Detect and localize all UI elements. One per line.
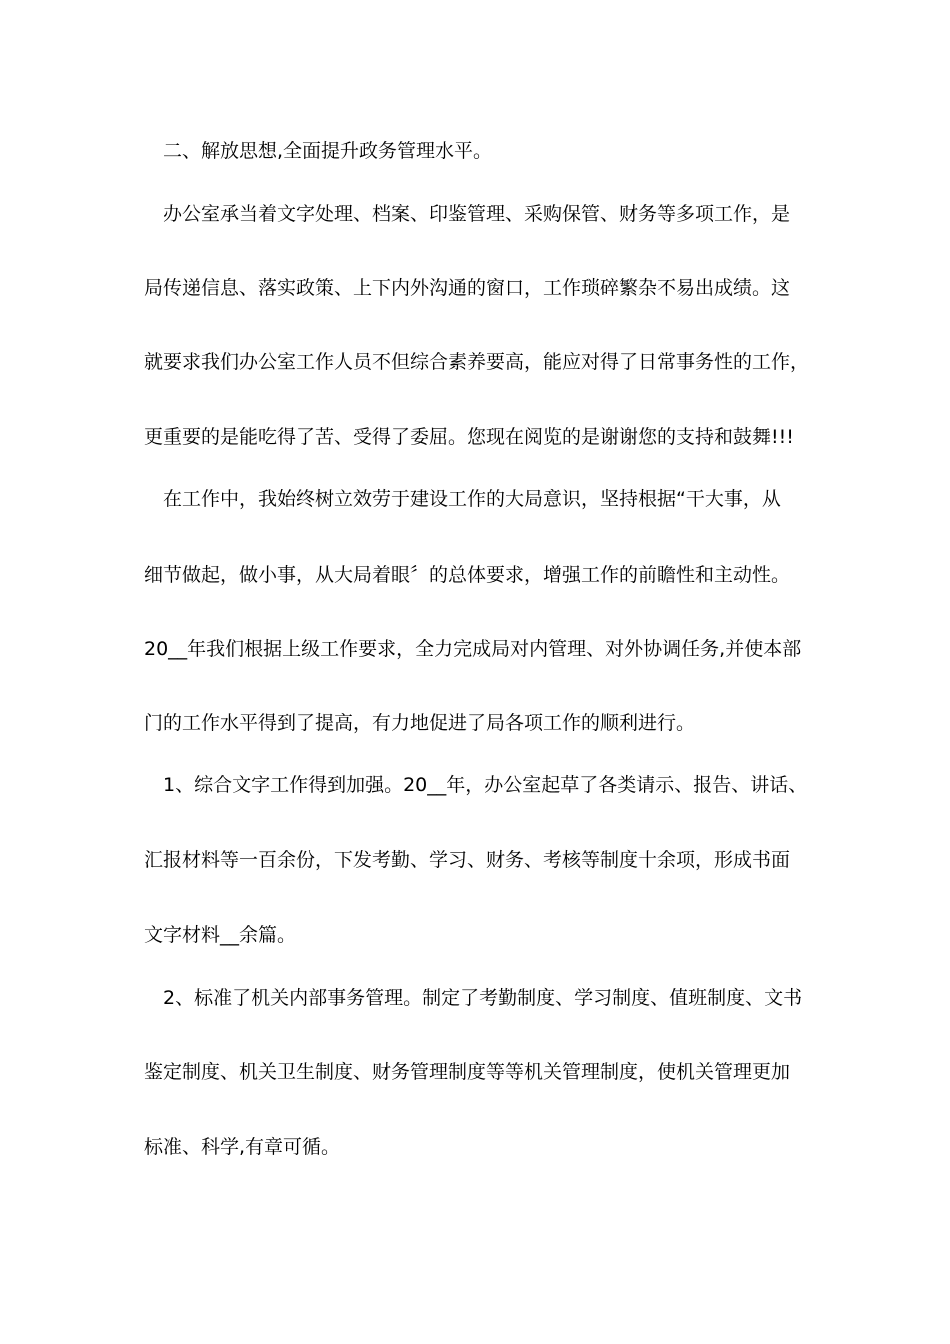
list-item-line: 1、综合文字工作得到加强。20__年，办公室起草了各类请示、报告、讲话、 (163, 774, 808, 796)
paragraph-line: 在工作中，我始终树立效劳于建设工作的大局意识，坚持根据“干大事，从 (163, 488, 781, 510)
section-heading: 二、解放思想,全面提升政务管理水平。 (163, 140, 493, 162)
list-item-line: 汇报材料等一百余份，下发考勤、学习、财务、考核等制度十余项，形成书面 (144, 849, 791, 871)
paragraph-line: 局传递信息、落实政策、上下内外沟通的窗口，工作琐碎繁杂不易出成绩。这 (144, 277, 791, 299)
list-item-line: 文字材料__余篇。 (144, 924, 297, 946)
list-item-line: 鉴定制度、机关卫生制度、财务管理制度等等机关管理制度，使机关管理更加 (144, 1061, 791, 1083)
list-item-line: 标准、科学,有章可循。 (144, 1136, 341, 1158)
paragraph-line: 细节做起，做小事，从大局着眼〞的总体要求，增强工作的前瞻性和主动性。 (144, 564, 791, 586)
paragraph-line: 更重要的是能吃得了苦、受得了委屈。您现在阅览的是谢谢您的支持和鼓舞!!! (144, 426, 794, 448)
list-item-line: 2、标准了机关内部事务管理。制定了考勤制度、学习制度、值班制度、文书 (163, 987, 803, 1009)
paragraph-line: 就要求我们办公室工作人员不但综合素养要高，能应对得了日常事务性的工作， (144, 351, 809, 373)
paragraph-line: 门的工作水平得到了提高，有力地促进了局各项工作的顺利进行。 (144, 712, 696, 734)
paragraph-line: 办公室承当着文字处理、档案、印鉴管理、采购保管、财务等多项工作，是 (163, 203, 791, 225)
paragraph-line: 20__年我们根据上级工作要求，全力完成局对内管理、对外协调任务,并使本部 (144, 638, 802, 660)
